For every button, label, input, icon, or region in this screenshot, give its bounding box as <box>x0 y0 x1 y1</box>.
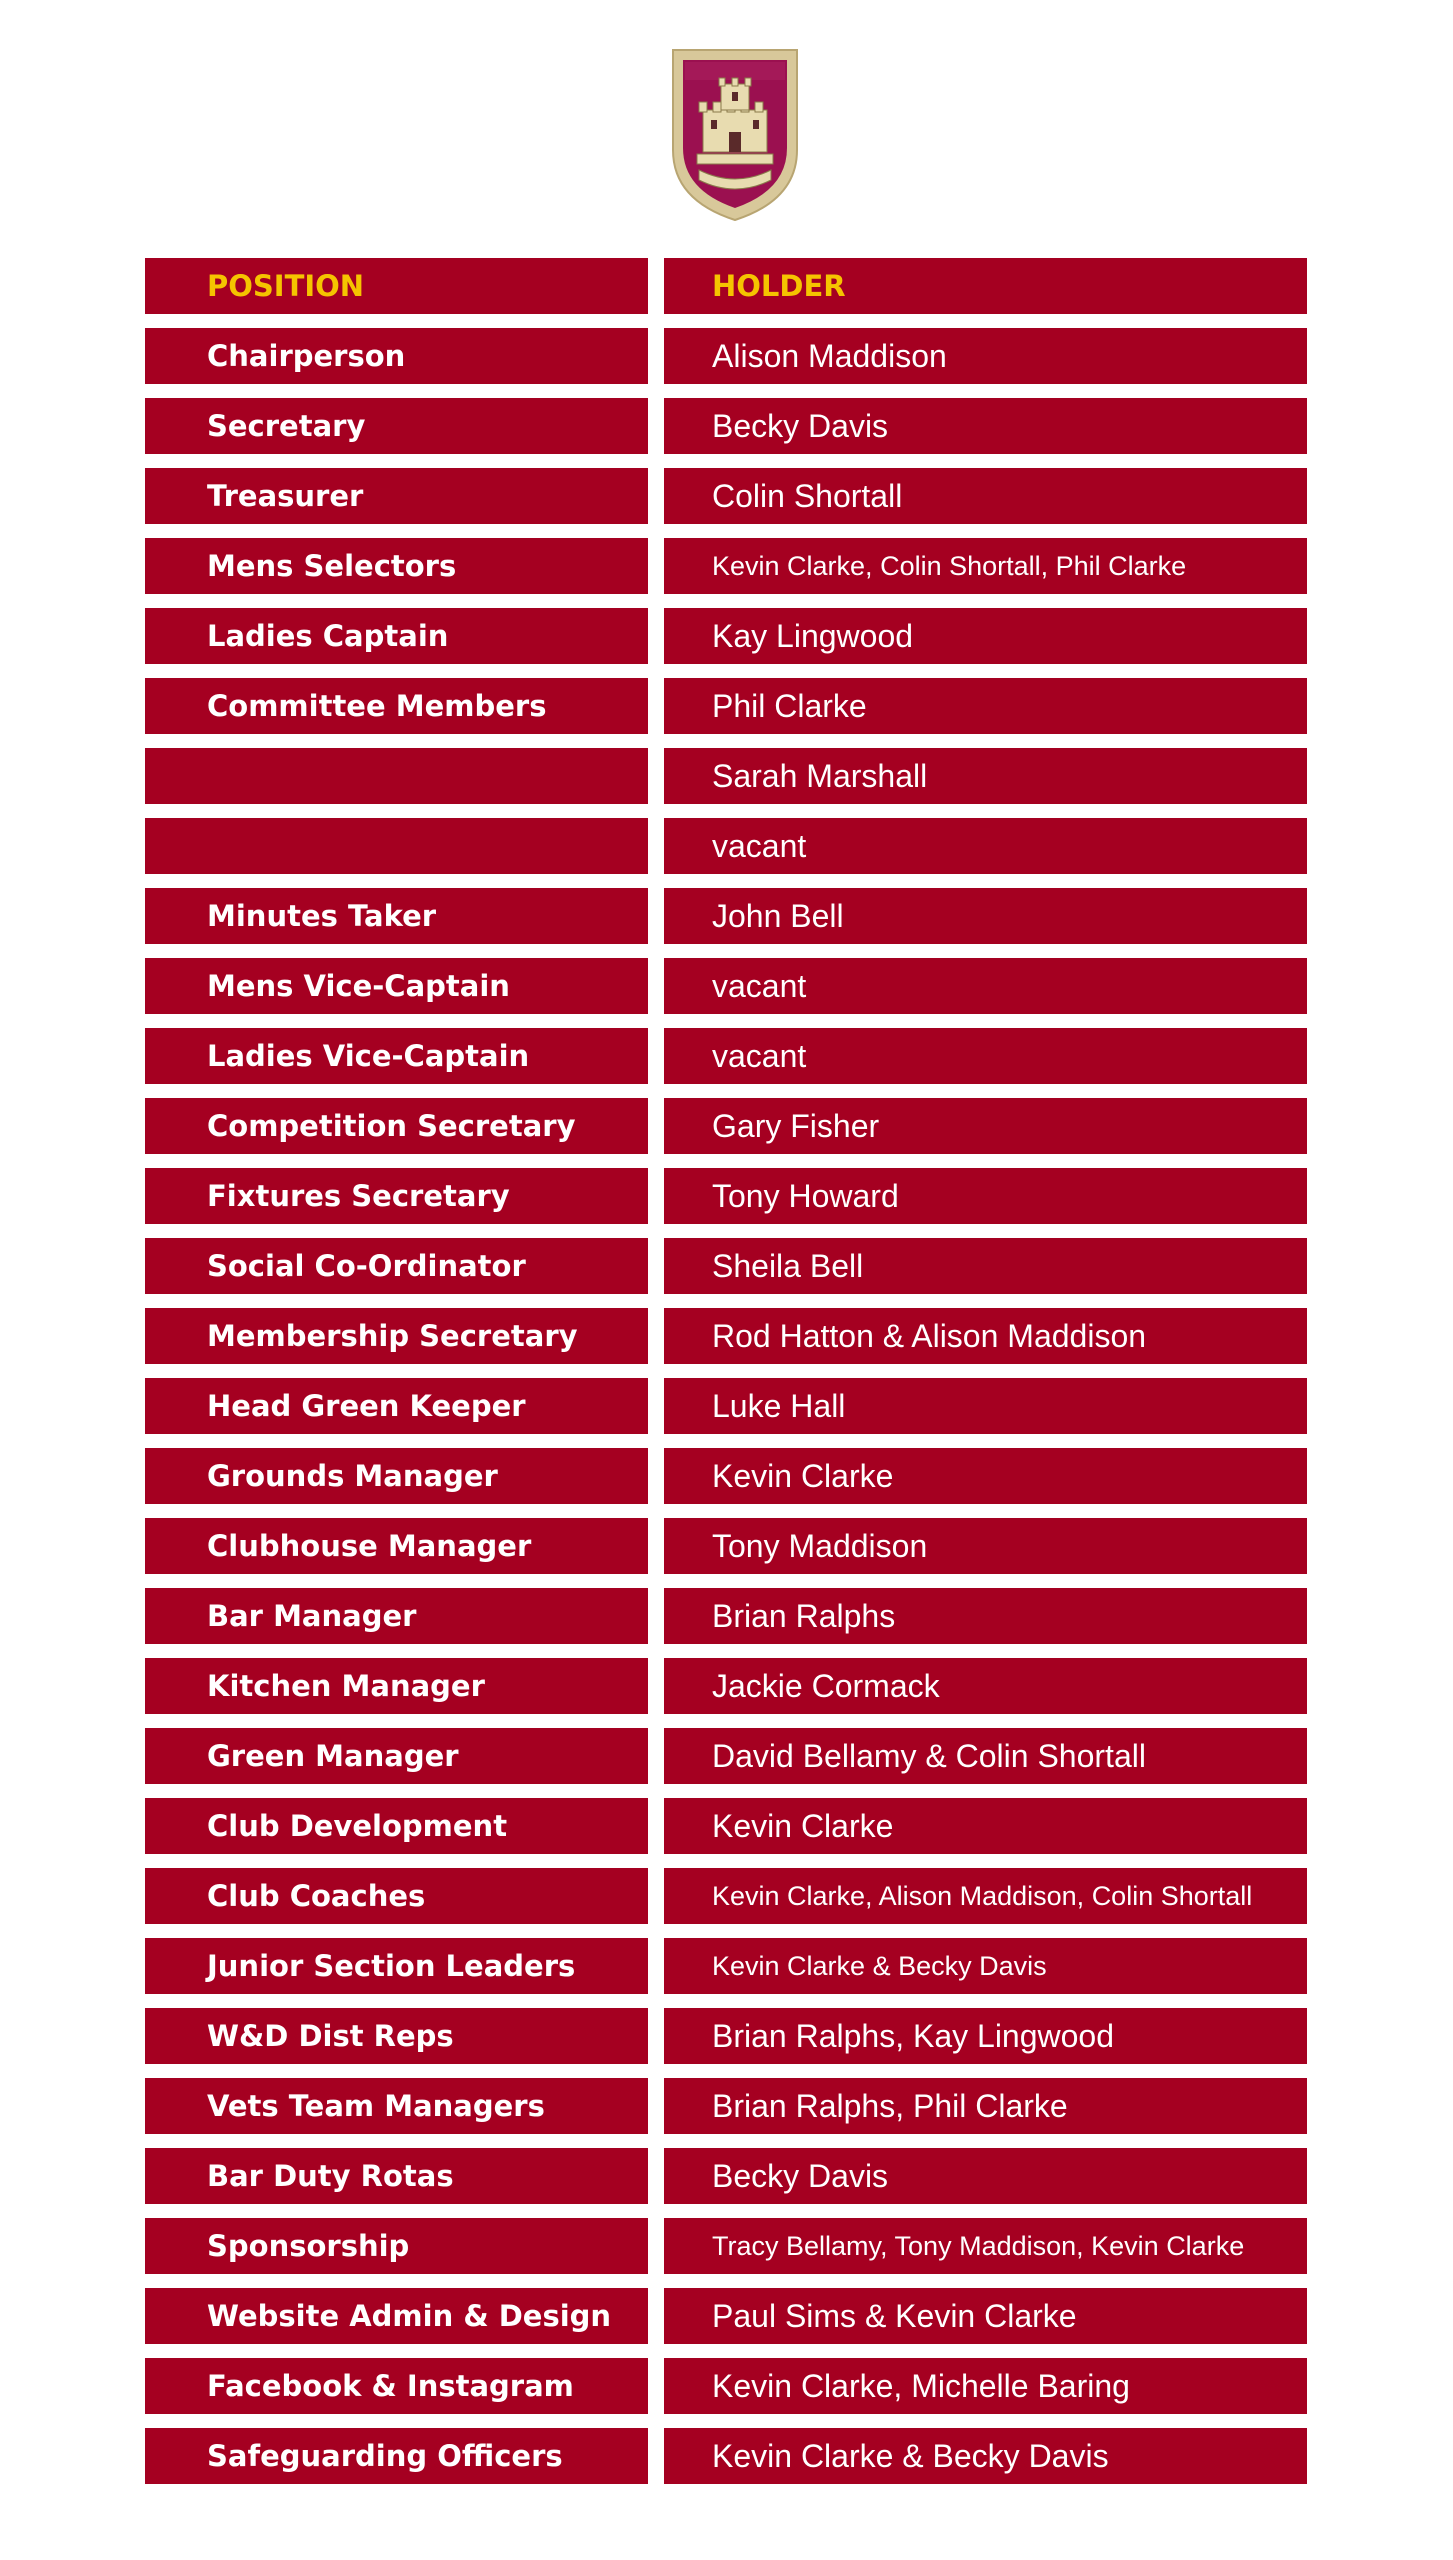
holder-cell: Brian Ralphs, Kay Lingwood <box>664 2008 1307 2064</box>
holder-cell: Brian Ralphs, Phil Clarke <box>664 2078 1307 2134</box>
table-row <box>145 1658 1307 1714</box>
holder-cell: Gary Fisher <box>664 1098 1307 1154</box>
position-cell: Chairperson <box>145 328 648 384</box>
holder-cell: Kevin Clarke & Becky Davis <box>664 2428 1307 2484</box>
holder-cell: Colin Shortall <box>664 468 1307 524</box>
holder-cell: Becky Davis <box>664 398 1307 454</box>
table-row <box>145 958 1307 1014</box>
position-cell: Bar Manager <box>145 1588 648 1644</box>
holder-cell: Jackie Cormack <box>664 1658 1307 1714</box>
position-cell: Green Manager <box>145 1728 648 1784</box>
holder-cell: Alison Maddison <box>664 328 1307 384</box>
table-row <box>145 2358 1307 2414</box>
holder-cell: Rod Hatton & Alison Maddison <box>664 1308 1307 1364</box>
table-row <box>145 678 1307 734</box>
position-cell: Mens Selectors <box>145 538 648 594</box>
position-cell: Kitchen Manager <box>145 1658 648 1714</box>
position-cell: Ladies Vice-Captain <box>145 1028 648 1084</box>
table-row <box>145 398 1307 454</box>
position-cell: Ladies Captain <box>145 608 648 664</box>
table-row <box>145 1938 1307 1994</box>
position-cell: Facebook & Instagram <box>145 2358 648 2414</box>
position-cell: Membership Secretary <box>145 1308 648 1364</box>
table-row <box>145 1238 1307 1294</box>
position-cell: Website Admin & Design <box>145 2288 648 2344</box>
table-row <box>145 2428 1307 2484</box>
table-row <box>145 1588 1307 1644</box>
position-cell: Junior Section Leaders <box>145 1938 648 1994</box>
holder-cell: vacant <box>664 1028 1307 1084</box>
table-row <box>145 538 1307 594</box>
table-row <box>145 328 1307 384</box>
holder-cell: Tony Maddison <box>664 1518 1307 1574</box>
table-row <box>145 1378 1307 1434</box>
holder-cell: John Bell <box>664 888 1307 944</box>
table-row <box>145 1448 1307 1504</box>
header-position: POSITION <box>145 258 648 314</box>
holder-cell: Sarah Marshall <box>664 748 1307 804</box>
castle-crest-icon <box>665 40 805 225</box>
position-cell: Grounds Manager <box>145 1448 648 1504</box>
table-row <box>145 1308 1307 1364</box>
table-row <box>145 468 1307 524</box>
position-cell: Competition Secretary <box>145 1098 648 1154</box>
holder-cell: David Bellamy & Colin Shortall <box>664 1728 1307 1784</box>
header-holder: HOLDER <box>664 258 1307 314</box>
table-row <box>145 1798 1307 1854</box>
holder-cell: vacant <box>664 818 1307 874</box>
position-cell: Clubhouse Manager <box>145 1518 648 1574</box>
table-row <box>145 2008 1307 2064</box>
table-row <box>145 1028 1307 1084</box>
position-cell: Sponsorship <box>145 2218 648 2274</box>
table-row <box>145 888 1307 944</box>
position-cell: Treasurer <box>145 468 648 524</box>
club-crest-icon <box>665 40 805 225</box>
position-cell: Committee Members <box>145 678 648 734</box>
holder-cell: Kevin Clarke, Michelle Baring <box>664 2358 1307 2414</box>
table-row <box>145 1518 1307 1574</box>
holder-cell: Tony Howard <box>664 1168 1307 1224</box>
position-cell: Vets Team Managers <box>145 2078 648 2134</box>
position-cell: Club Coaches <box>145 1868 648 1924</box>
holder-cell: Becky Davis <box>664 2148 1307 2204</box>
position-cell: Mens Vice-Captain <box>145 958 648 1014</box>
table-row <box>145 2148 1307 2204</box>
table-header-row <box>145 258 1307 314</box>
table-row <box>145 1728 1307 1784</box>
holder-cell: Tracy Bellamy, Tony Maddison, Kevin Clarke <box>664 2218 1307 2274</box>
position-cell: W&D Dist Reps <box>145 2008 648 2064</box>
position-cell: Head Green Keeper <box>145 1378 648 1434</box>
holder-cell: Kevin Clarke, Colin Shortall, Phil Clarke <box>664 538 1307 594</box>
table-row <box>145 1098 1307 1154</box>
holder-cell: Paul Sims & Kevin Clarke <box>664 2288 1307 2344</box>
officers-table <box>145 258 1307 2498</box>
position-cell <box>145 748 648 804</box>
table-row <box>145 2078 1307 2134</box>
position-cell <box>145 818 648 874</box>
position-cell: Safeguarding Officers <box>145 2428 648 2484</box>
position-cell: Fixtures Secretary <box>145 1168 648 1224</box>
holder-cell: Luke Hall <box>664 1378 1307 1434</box>
position-cell: Social Co-Ordinator <box>145 1238 648 1294</box>
holder-cell: Phil Clarke <box>664 678 1307 734</box>
table-row <box>145 2288 1307 2344</box>
position-cell: Bar Duty Rotas <box>145 2148 648 2204</box>
holder-cell: Sheila Bell <box>664 1238 1307 1294</box>
holder-cell: Kay Lingwood <box>664 608 1307 664</box>
table-row <box>145 818 1307 874</box>
table-row <box>145 1168 1307 1224</box>
table-row <box>145 608 1307 664</box>
holder-cell: vacant <box>664 958 1307 1014</box>
position-cell: Club Development <box>145 1798 648 1854</box>
table-row <box>145 1868 1307 1924</box>
holder-cell: Kevin Clarke <box>664 1448 1307 1504</box>
holder-cell: Kevin Clarke <box>664 1798 1307 1854</box>
table-row <box>145 748 1307 804</box>
holder-cell: Brian Ralphs <box>664 1588 1307 1644</box>
position-cell: Secretary <box>145 398 648 454</box>
position-cell: Minutes Taker <box>145 888 648 944</box>
table-row <box>145 2218 1307 2274</box>
holder-cell: Kevin Clarke & Becky Davis <box>664 1938 1307 1994</box>
holder-cell: Kevin Clarke, Alison Maddison, Colin Shortall <box>664 1868 1307 1924</box>
